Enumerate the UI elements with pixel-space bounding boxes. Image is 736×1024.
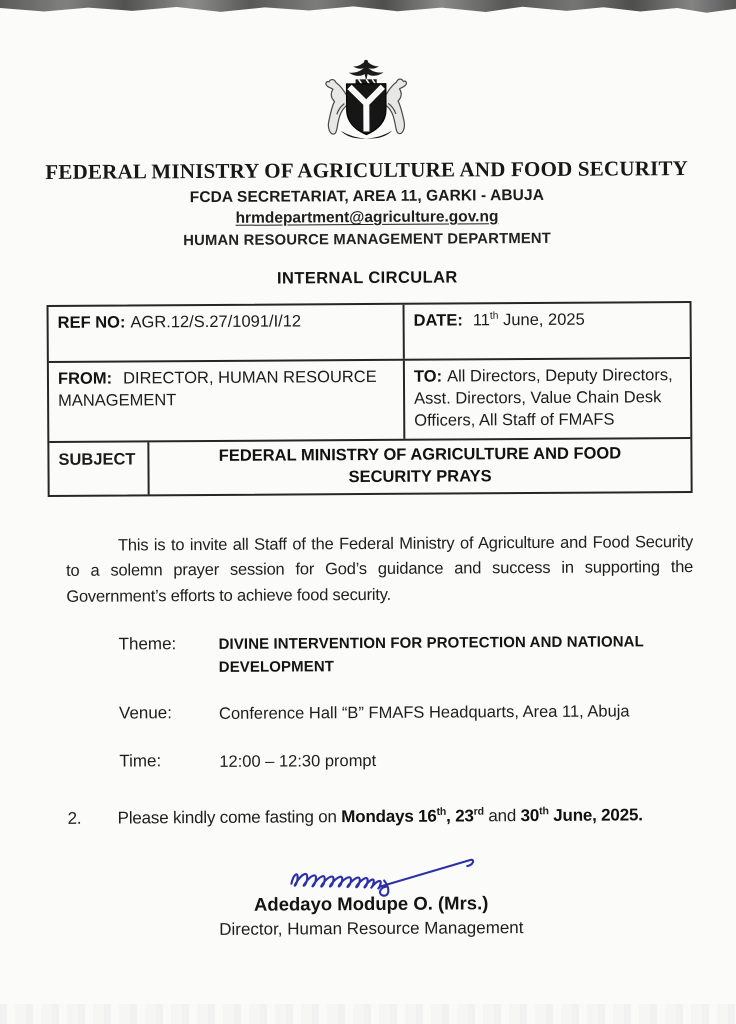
date-day: 11 [472,311,490,330]
table-row-subject [49,437,690,495]
para2-ordinal: rd [473,805,484,818]
time-value: 12:00 – 12:30 prompt [219,752,377,772]
para2-bold-dates: , 23 [446,806,474,826]
from-cell [49,361,403,441]
subject-label: SUBJECT [58,450,136,469]
para2-ordinal: th [539,805,549,818]
ref-no-cell [49,305,403,361]
document-title: INTERNAL CIRCULAR [276,268,458,288]
scan-bottom-noise [0,1004,736,1024]
para2-ordinal: th [436,806,447,819]
ministry-name: FEDERAL MINISTRY OF AGRICULTURE AND FOOD SECURITY [45,156,689,184]
ministry-address: FCDA SECRETARIAT, AREA 11, GARKI - ABUJA [189,186,545,207]
document-page [0,12,736,941]
para2-text: and [483,806,521,826]
to-label: TO: [413,367,443,386]
time-row [119,748,694,775]
body-paragraph-2 [68,802,695,832]
ref-no-label: REF NO: [57,313,126,332]
signatory-name: Adedayo Modupe O. (Mrs.) [253,891,489,915]
date-ordinal: th [489,310,499,322]
from-label: FROM: [57,369,113,388]
theme-value: DIVINE INTERVENTION FOR PROTECTION AND NATIONAL DEVELOPMENT [218,633,644,676]
para2-bold-dates: 30 [520,806,540,826]
para2-bold-dates: June, 2025. [548,805,643,826]
from-value: DIRECTOR, HUMAN RESOURCE MANAGEMENT [58,367,377,410]
date-cell [403,303,690,359]
table-row-ref-date [49,303,690,361]
department-email [43,207,691,229]
meta-table [47,301,693,497]
date-label: DATE: [413,311,463,330]
nigeria-coat-of-arms-icon [313,58,420,155]
signature-block [47,841,696,941]
table-row-from-to [49,357,690,441]
venue-value: Conference Hall “B” FMAFS Headquarts, Area 11, Abuja [218,702,630,724]
time-label: Time: [119,751,162,771]
department-name: HUMAN RESOURCE MANAGEMENT DEPARTMENT [183,230,552,250]
ref-no-value: AGR.12/S.27/1091/I/12 [130,312,302,332]
signature-scribble [270,842,500,899]
to-value: All Directors, Deputy Directors, Asst. Directors, Value Chain Desk Officers, All Staff of FMAFS [414,366,673,430]
signatory-title: Director, Human Resource Management [219,917,524,939]
date-rest: June, 2025 [498,310,585,330]
theme-row [119,631,694,680]
venue-label: Venue: [118,703,173,723]
to-cell [403,359,690,439]
paragraph-number: 2. [67,808,82,828]
department-email-text: hrmdepartment@agriculture.gov.ng [235,208,499,227]
subject-value: FEDERAL MINISTRY OF AGRICULTURE AND FOOD SECURITY PRAYS [147,439,690,494]
para2-text: Please kindly come fasting on [117,807,342,828]
body-paragraph-1: This is to invite all Staff of the Federal Ministry of Agriculture and Food Security to a solemn prayer session for God’s guidance and success in supporting the Government’s efforts to achieve food security. [66,532,694,606]
theme-label: Theme: [118,634,177,654]
para2-bold-dates: Mondays 16 [341,806,437,827]
letterhead [42,12,691,250]
event-details [119,631,695,775]
venue-row [119,700,694,727]
